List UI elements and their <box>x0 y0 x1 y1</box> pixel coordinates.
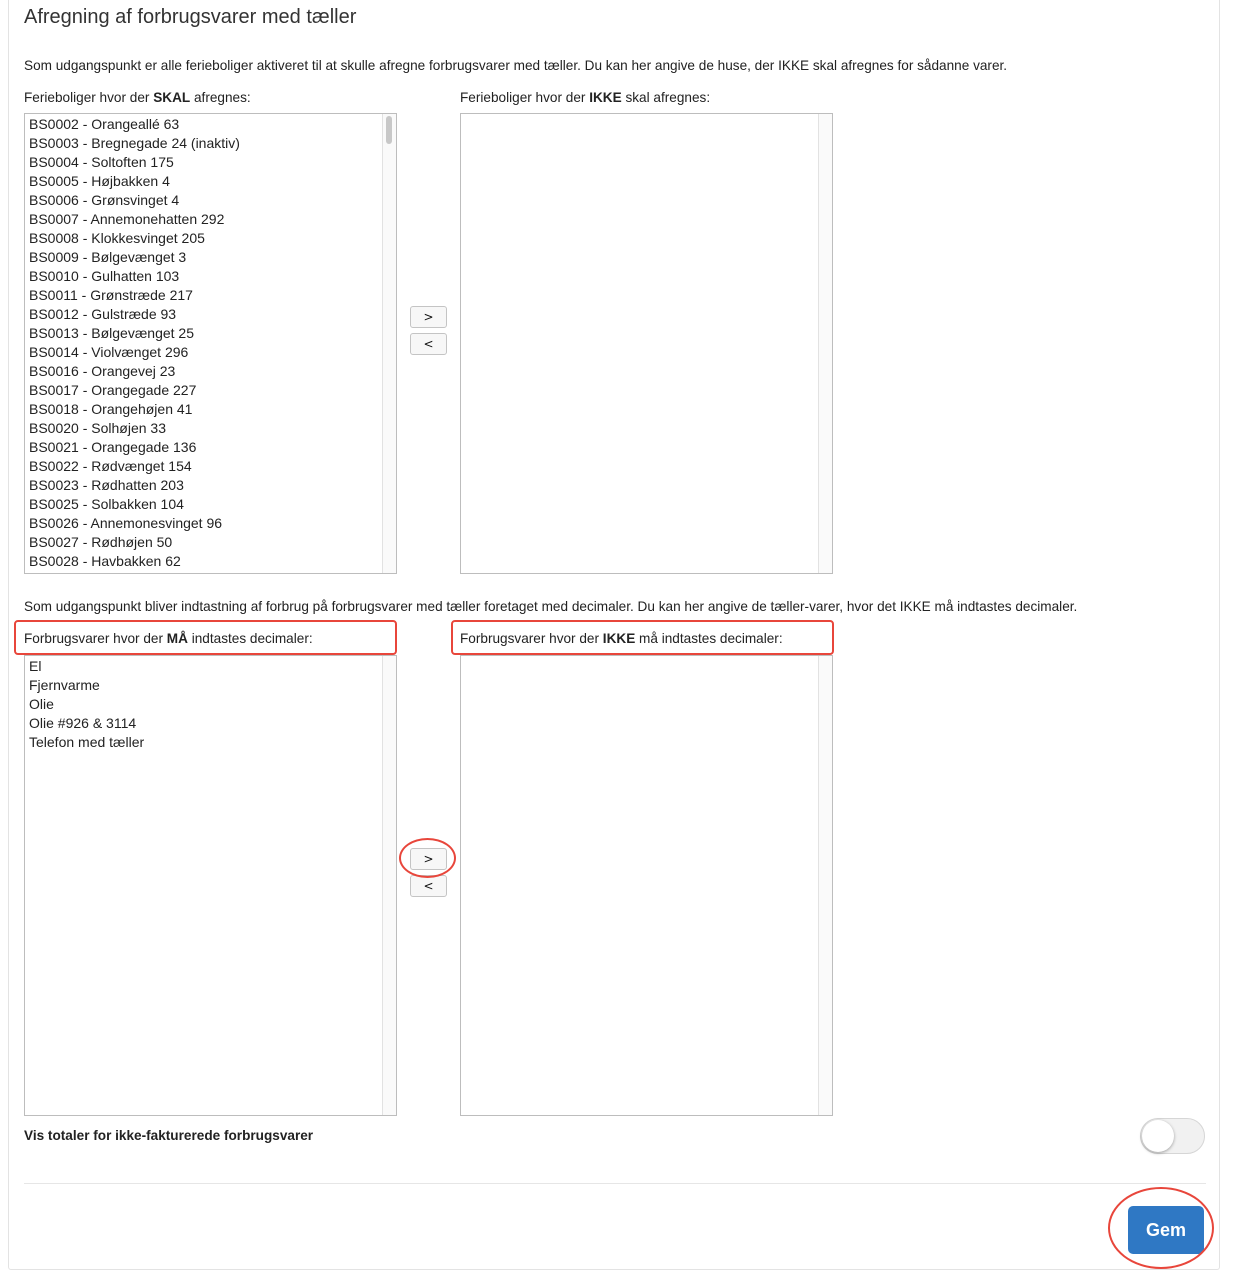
highlight-save-button <box>1108 1187 1214 1269</box>
save-button[interactable]: Gem <box>1128 1206 1204 1254</box>
houses-included-scrollbar[interactable] <box>382 114 396 573</box>
list-item[interactable]: BS0017 - Orangegade 227 <box>29 382 197 398</box>
houses-included-items <box>29 115 380 571</box>
list-item[interactable]: BS0026 - Annemonesvinget 96 <box>29 515 223 531</box>
footer-divider <box>24 1183 1206 1184</box>
totals-toggle-switch[interactable] <box>1140 1118 1205 1154</box>
houses-excluded-scrollbar[interactable] <box>818 114 832 573</box>
list-item[interactable]: BS0012 - Gulstræde 93 <box>29 306 177 322</box>
houses-excluded-list[interactable] <box>460 113 833 574</box>
list-item[interactable]: BS0007 - Annemonehatten 292 <box>29 211 225 227</box>
list-item[interactable]: BS0013 - Bølgevænget 25 <box>29 325 194 341</box>
list-item[interactable]: BS0005 - Højbakken 4 <box>29 173 170 189</box>
list-item[interactable]: BS0014 - Violvænget 296 <box>29 344 189 360</box>
list-item[interactable]: BS0004 - Soltoften 175 <box>29 154 174 170</box>
page-title: Afregning af forbrugsvarer med tæller <box>24 6 357 28</box>
list-item[interactable]: Olie <box>29 696 54 712</box>
decimals-description: Som udgangspunkt bliver indtastning af forbrug på forbrugsvarer med tæller foretaget med decimaler. Du kan her angive de tæller-varer, hvor det IKKE må indtastes decimaler. <box>24 599 1078 614</box>
list-item[interactable]: BS0022 - Rødvænget 154 <box>29 458 192 474</box>
list-item[interactable]: BS0003 - Bregnegade 24 (inaktiv) <box>29 135 240 151</box>
list-item[interactable]: BS0006 - Grønsvinget 4 <box>29 192 180 208</box>
list-item[interactable]: BS0021 - Orangegade 136 <box>29 439 197 455</box>
list-item[interactable]: El <box>29 658 42 674</box>
houses-right-label: Ferieboliger hvor der IKKE skal afregnes: <box>460 90 711 105</box>
highlight-decimals-left-label <box>14 620 397 655</box>
highlight-move-right-button <box>399 838 456 878</box>
decimals-left-label: Forbrugsvarer hvor der MÅ indtastes decimaler: <box>24 631 313 646</box>
list-item[interactable]: BS0020 - Solhøjen 33 <box>29 420 166 436</box>
decimals-allowed-items <box>29 657 380 752</box>
houses-move-right-button[interactable]: > <box>410 306 447 328</box>
decimals-right-label: Forbrugsvarer hvor der IKKE må indtastes decimaler: <box>460 631 783 646</box>
list-item[interactable]: BS0023 - Rødhatten 203 <box>29 477 184 493</box>
list-item[interactable]: BS0011 - Grønstræde 217 <box>29 287 193 303</box>
decimals-move-left-button[interactable]: < <box>410 875 447 897</box>
scrollbar-thumb[interactable] <box>386 116 392 144</box>
list-item[interactable]: BS0027 - Rødhøjen 50 <box>29 534 173 550</box>
list-item[interactable]: BS0009 - Bølgevænget 3 <box>29 249 187 265</box>
list-item[interactable]: BS0010 - Gulhatten 103 <box>29 268 180 284</box>
list-item[interactable]: Telefon med tæller <box>29 734 145 750</box>
totals-toggle-label: Vis totaler for ikke-fakturerede forbrugsvarer <box>24 1128 314 1143</box>
decimals-allowed-list[interactable] <box>24 655 397 1116</box>
list-item[interactable]: Olie #926 & 3114 <box>29 715 137 731</box>
list-item[interactable]: BS0016 - Orangevej 23 <box>29 363 176 379</box>
list-item[interactable]: Fjernvarme <box>29 677 100 693</box>
highlight-decimals-right-label <box>451 620 834 655</box>
houses-included-list[interactable] <box>24 113 397 574</box>
list-item[interactable]: BS0018 - Orangehøjen 41 <box>29 401 193 417</box>
decimals-not-allowed-scrollbar[interactable] <box>818 656 832 1115</box>
list-item[interactable]: BS0028 - Havbakken 62 <box>29 553 181 569</box>
houses-left-label: Ferieboliger hvor der SKAL afregnes: <box>24 90 251 105</box>
houses-move-left-button[interactable]: < <box>410 333 447 355</box>
list-item[interactable]: BS0008 - Klokkesvinget 205 <box>29 230 205 246</box>
decimals-allowed-scrollbar[interactable] <box>382 656 396 1115</box>
list-item[interactable]: BS0025 - Solbakken 104 <box>29 496 184 512</box>
toggle-knob <box>1142 1120 1174 1152</box>
decimals-not-allowed-list[interactable] <box>460 655 833 1116</box>
decimals-move-right-button[interactable]: > <box>410 848 447 870</box>
list-item[interactable]: BS0002 - Orangeallé 63 <box>29 116 180 132</box>
houses-description: Som udgangspunkt er alle ferieboliger aktiveret til at skulle afregne forbrugsvarer med tæller. Du kan her angive de huse, der IKKE skal afregnes for sådanne varer. <box>24 58 1008 73</box>
